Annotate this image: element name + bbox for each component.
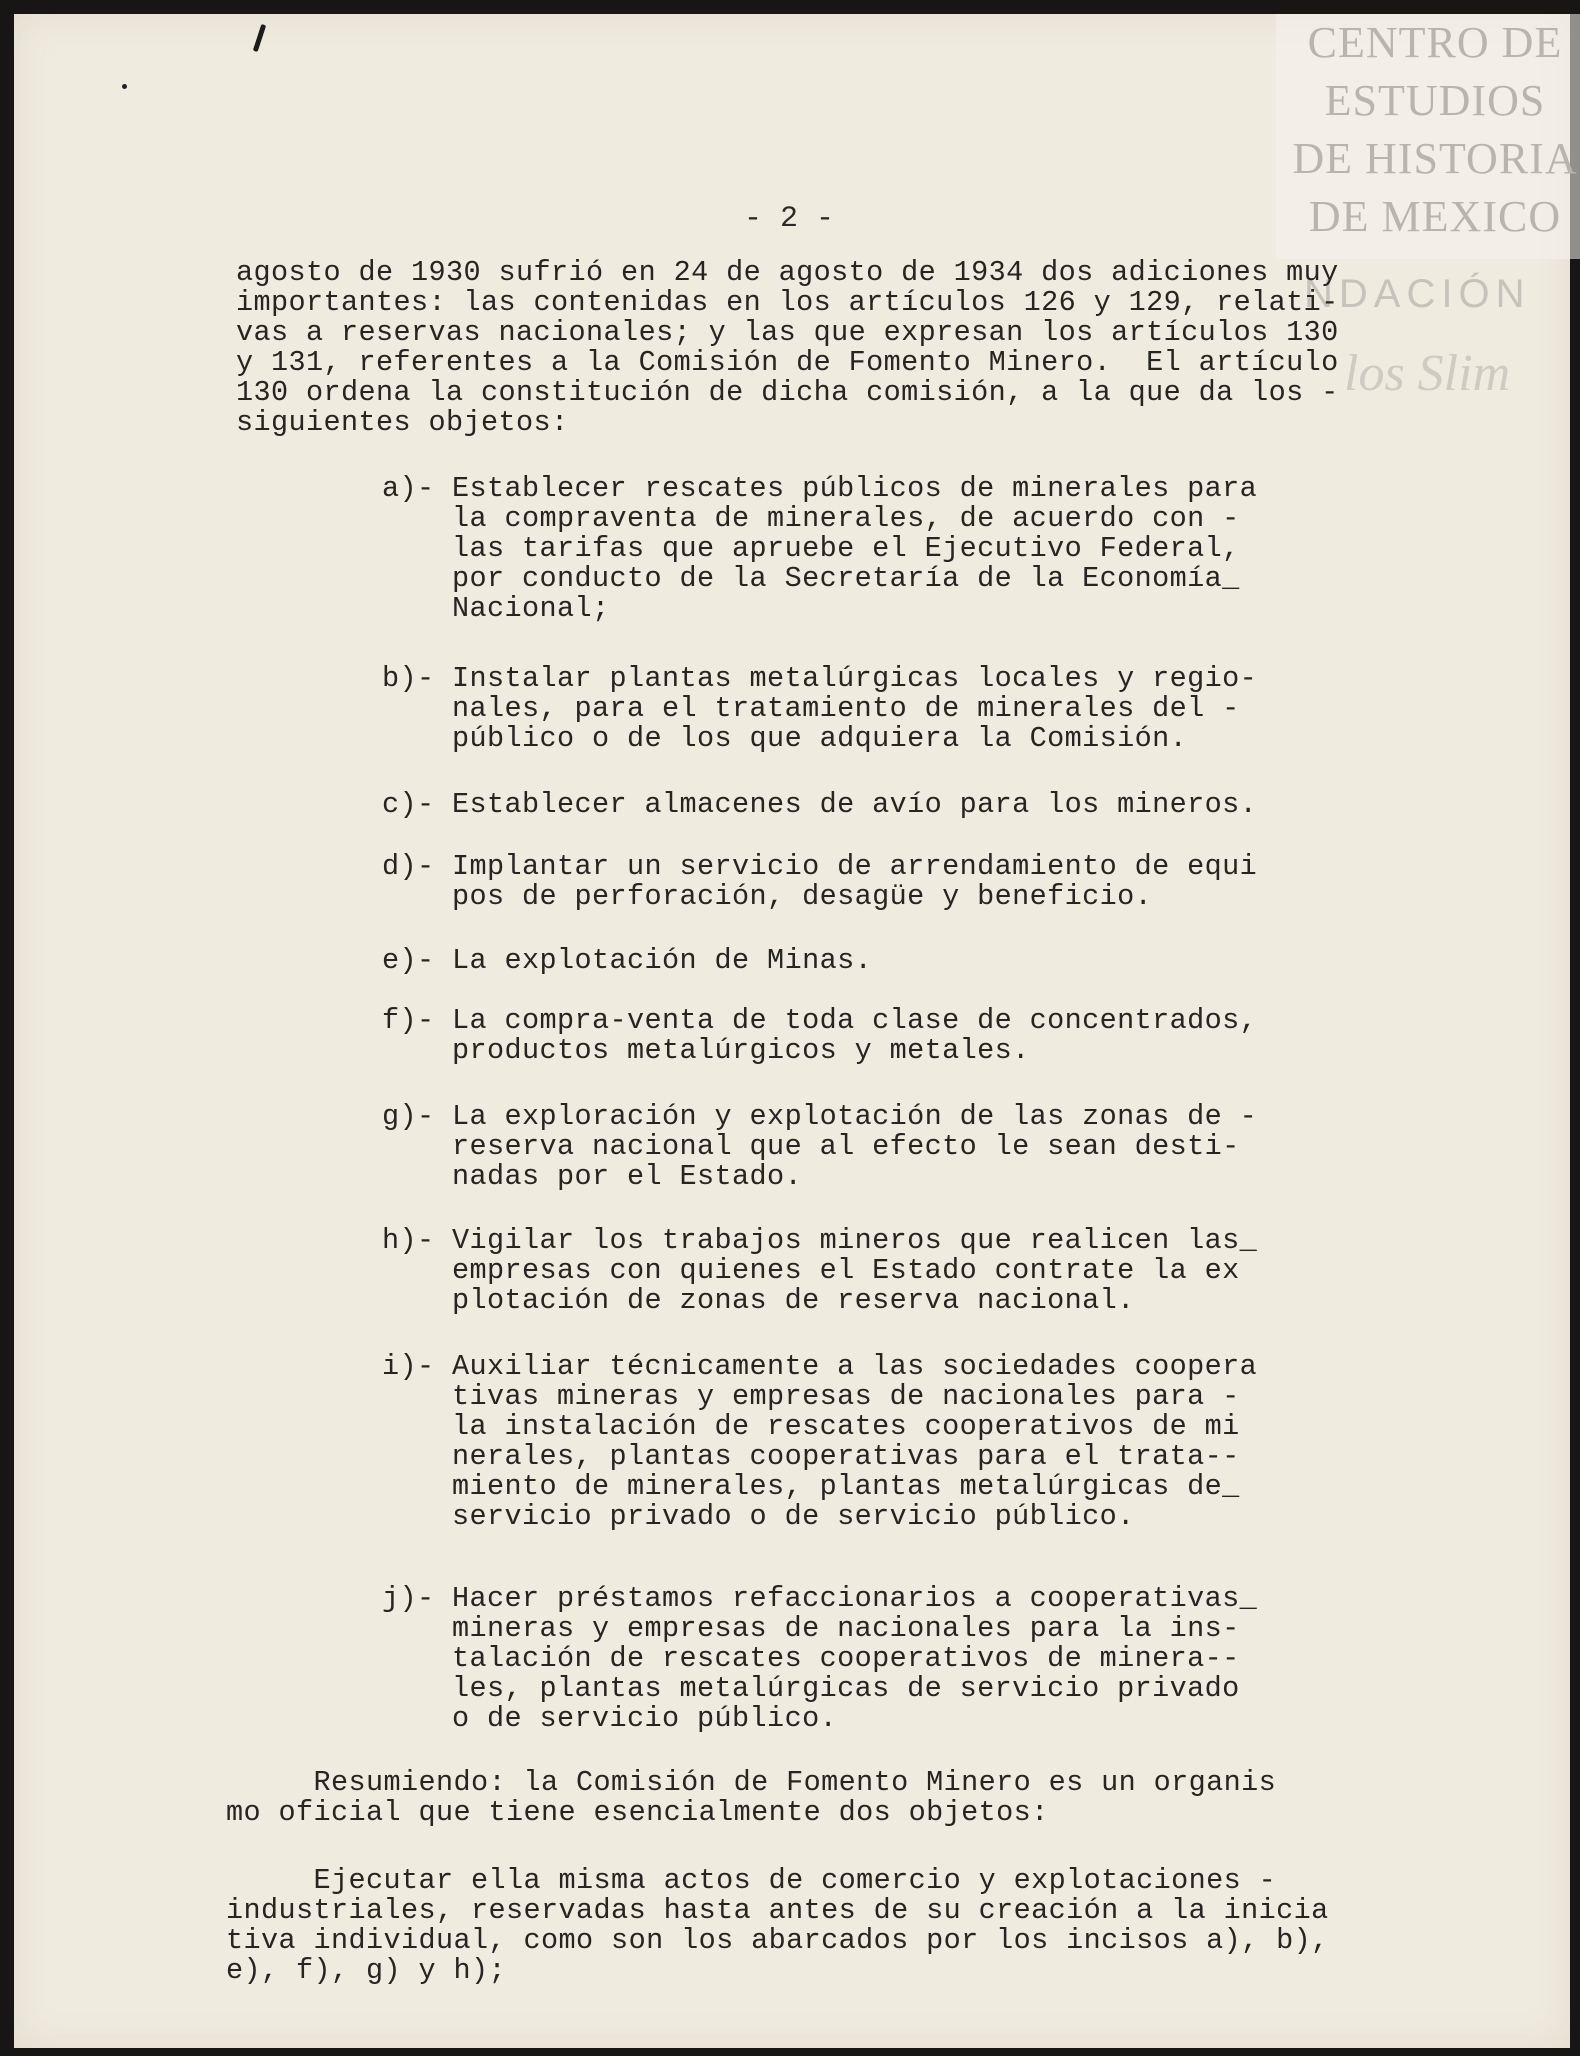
final-line: tiva individual, como son los abarcados por los incisos a), b),	[226, 1924, 1329, 1957]
summary-line: mo oficial que tiene esencialmente dos objetos:	[226, 1796, 1049, 1829]
list-item-i-line: miento de minerales, plantas metalúrgicas de_	[382, 1470, 1240, 1503]
list-item-b-line: nales, para el tratamiento de minerales del -	[382, 692, 1240, 725]
watermark-line: DE MEXICO	[1308, 192, 1562, 241]
list-item-b-line: público o de los que adquiera la Comisión.	[382, 722, 1188, 755]
intro-line: siguientes objetos:	[236, 406, 569, 439]
list-item-d-line: pos de perforación, desagüe y beneficio.	[382, 880, 1153, 913]
watermark-line: CENTRO DE	[1307, 18, 1563, 67]
watermark-line: DE HISTORIA	[1292, 134, 1578, 183]
foundation-script-watermark: los Slim	[1344, 345, 1511, 402]
final-line: e), f), g) y h);	[226, 1954, 507, 1987]
list-item-j-line: talación de rescates cooperativos de minera--	[382, 1642, 1240, 1675]
list-item-a-line: Nacional;	[382, 592, 610, 625]
list-item-f-line: f)- La compra-venta de toda clase de concentrados,	[382, 1004, 1258, 1037]
document-page	[14, 14, 1578, 2048]
list-item-i-line: servicio privado o de servicio público.	[382, 1500, 1135, 1533]
list-item-b-line: b)- Instalar plantas metalúrgicas locales y regio-	[382, 662, 1258, 695]
list-item-j-line: les, plantas metalúrgicas de servicio privado	[382, 1672, 1240, 1705]
list-item-j-line: mineras y empresas de nacionales para la ins-	[382, 1612, 1240, 1645]
page-number: - 2 -	[744, 202, 835, 236]
list-item-e-line: e)- La explotación de Minas.	[382, 944, 873, 977]
archive-watermark	[1276, 14, 1580, 259]
watermark-line: ESTUDIOS	[1324, 76, 1546, 125]
list-item-a-line: las tarifas que apruebe el Ejecutivo Federal,	[382, 532, 1240, 565]
list-item-a-line: a)- Establecer rescates públicos de minerales para	[382, 472, 1258, 505]
ink-dot	[122, 84, 127, 89]
intro-line: vas a reservas nacionales; y las que expresan los artículos 130	[236, 316, 1339, 349]
list-item-g-line: nadas por el Estado.	[382, 1160, 803, 1193]
final-line: industriales, reservadas hasta antes de su creación a la inicia	[226, 1894, 1329, 1927]
list-item-i-line: nerales, plantas cooperativas para el trata--	[382, 1440, 1240, 1473]
list-item-g-line: g)- La exploración y explotación de las zonas de -	[382, 1100, 1258, 1133]
intro-line: agosto de 1930 sufrió en 24 de agosto de 1934 dos adiciones muy	[236, 256, 1339, 289]
list-item-g-line: reserva nacional que al efecto le sean desti-	[382, 1130, 1240, 1163]
list-item-i-line: la instalación de rescates cooperativos de mi	[382, 1410, 1240, 1443]
list-item-j-line: j)- Hacer préstamos refaccionarios a cooperativas_	[382, 1582, 1258, 1615]
intro-line: 130 ordena la constitución de dicha comisión, a la que da los -	[236, 376, 1339, 409]
list-item-a-line: por conducto de la Secretaría de la Economía_	[382, 562, 1240, 595]
list-item-i-line: tivas mineras y empresas de nacionales para -	[382, 1380, 1240, 1413]
list-item-c-line: c)- Establecer almacenes de avío para los mineros.	[382, 788, 1258, 821]
list-item-j-line: o de servicio público.	[382, 1702, 838, 1735]
final-line: Ejecutar ella misma actos de comercio y explotaciones -	[226, 1864, 1277, 1897]
list-item-h-line: plotación de zonas de reserva nacional.	[382, 1284, 1135, 1317]
list-item-h-line: empresas con quienes el Estado contrate la ex	[382, 1254, 1240, 1287]
list-item-a-line: la compraventa de minerales, de acuerdo con -	[382, 502, 1240, 535]
summary-line: Resumiendo: la Comisión de Fomento Minero es un organis	[226, 1766, 1277, 1799]
intro-line: y 131, referentes a la Comisión de Fomento Minero. El artículo	[236, 346, 1339, 379]
ink-mark	[253, 24, 266, 52]
foundation-watermark: NDACIÓN	[1304, 272, 1531, 316]
list-item-i-line: i)- Auxiliar técnicamente a las sociedades coopera	[382, 1350, 1258, 1383]
list-item-f-line: productos metalúrgicos y metales.	[382, 1034, 1030, 1067]
list-item-h-line: h)- Vigilar los trabajos mineros que realicen las_	[382, 1224, 1258, 1257]
intro-line: importantes: las contenidas en los artículos 126 y 129, relati-	[236, 286, 1339, 319]
list-item-d-line: d)- Implantar un servicio de arrendamiento de equi	[382, 850, 1258, 883]
